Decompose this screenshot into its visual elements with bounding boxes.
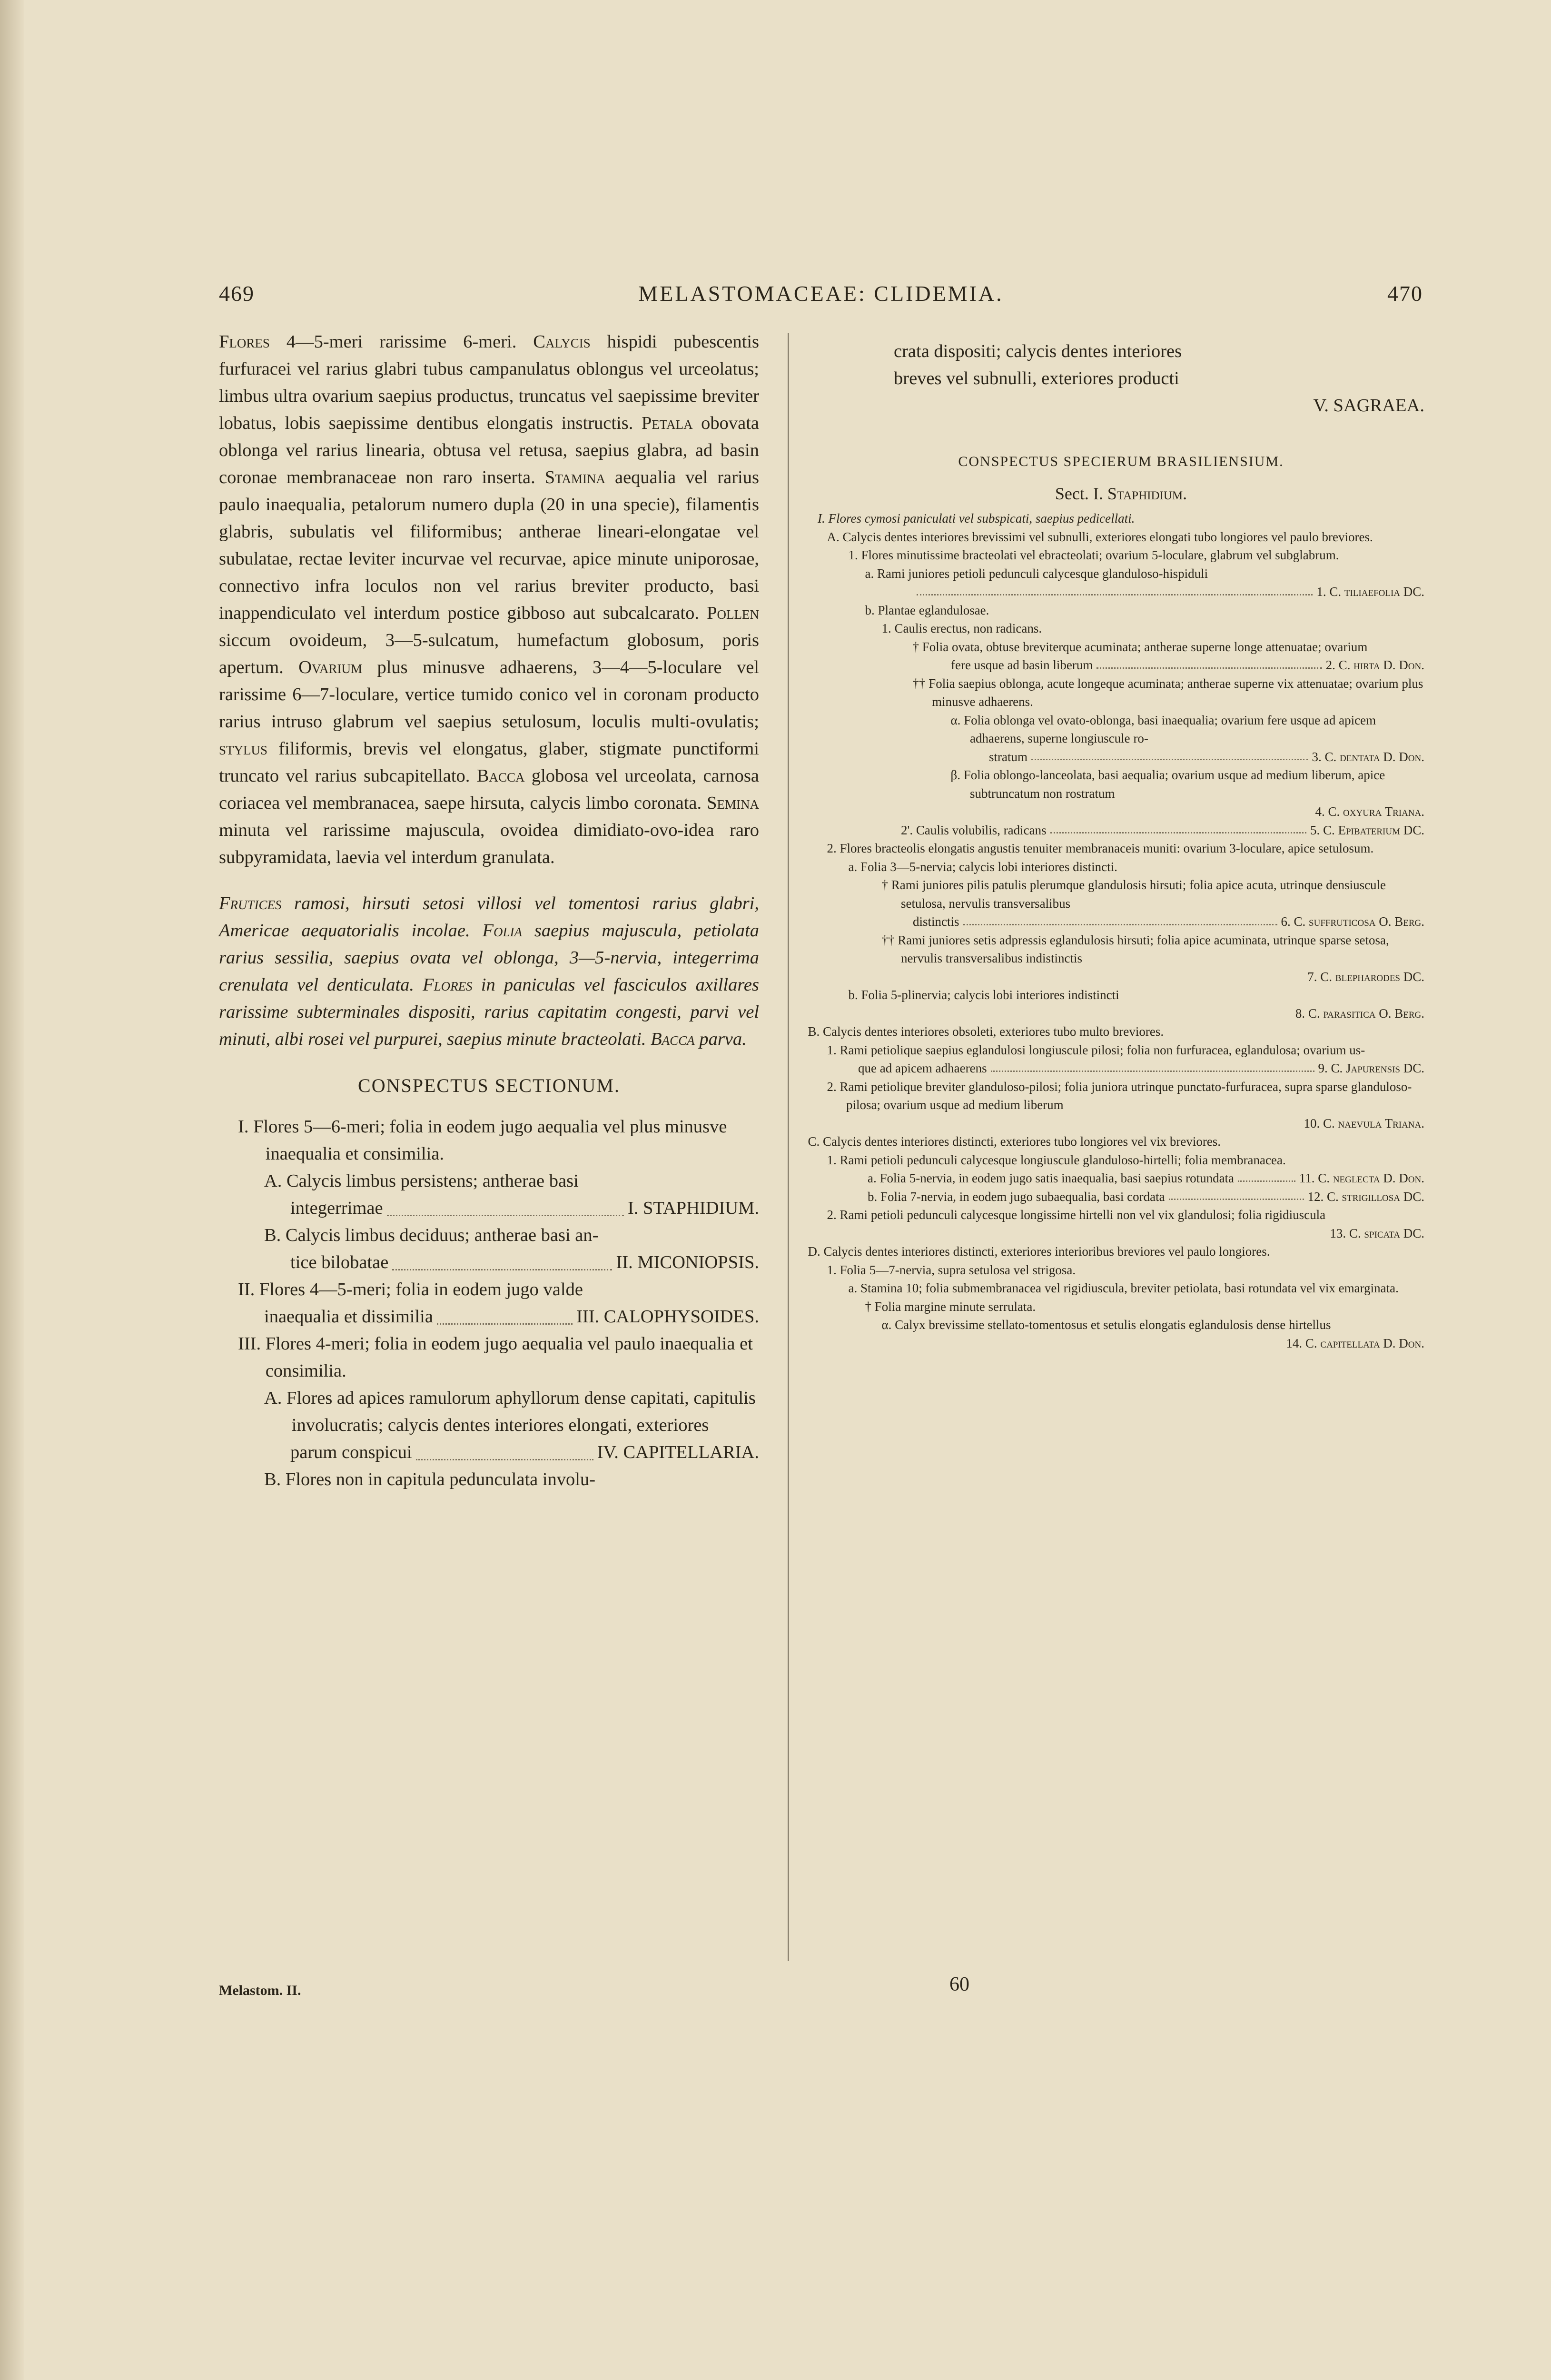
species-entry: stratum 3. C. dentata D. Don. xyxy=(989,749,1424,764)
species-entry: fere usque ad basin liberum 2. C. hirta D. Don. xyxy=(951,658,1424,672)
key-line: a. Stamina 10; folia submembranacea vel rigidiuscula, breviter petiolata, basi rotundata vel vix emarginata. xyxy=(848,1281,1399,1295)
key-line: I. Flores cymosi paniculati vel subspicati, saepius pedicellati. xyxy=(818,511,1135,526)
species-key xyxy=(808,509,1424,1352)
key-line: 1. Rami petiolique saepius eglandulosi longiuscule pilosi; folia non furfuracea, eglandulosa; ovarium us- xyxy=(827,1042,1365,1057)
key-line: b. Plantae eglandulosae. xyxy=(865,603,989,617)
conspectus-specierum-heading: CONSPECTUS SPECIERUM BRASILIENSIUM. xyxy=(958,454,1284,469)
key-line: C. Calycis dentes interiores distincti, exteriores tubo longiores vel vix breviores. xyxy=(808,1134,1221,1149)
key-line: 2. Rami petiolique breviter glanduloso-pilosi; folia juniora utrinque punctato-furfuracea, supra sparse glanduloso-pilosa; ovarium usque ad medium liberum xyxy=(827,1079,1412,1112)
section-heading: Sect. I. Staphidium. xyxy=(1055,484,1187,503)
key-line: 1. Caulis erectus, non radicans. xyxy=(881,621,1042,635)
key-I-B: B. Calycis limbus deciduus; antherae basi an- xyxy=(264,1225,599,1245)
species-entry: b. Folia 7-nervia, in eodem jugo subaequalia, basi cordata 12. C. strigillosa DC. xyxy=(868,1189,1424,1204)
key-III: III. Flores 4-meri; folia in eodem jugo aequalia vel paulo inaequalia et consimilia. xyxy=(238,1334,753,1381)
key-line: † Rami juniores pilis patulis plerumque glandulosis hirsuti; folia apice acuta, utrinque densiuscule setulosa, nervulis transversalibus xyxy=(881,878,1386,911)
key-III-A: A. Flores ad apices ramulorum aphyllorum dense capitati, capitulis involucratis; calycis dentes interiores elongati, exteriores xyxy=(264,1388,756,1435)
key-I: I. Flores 5—6-meri; folia in eodem jugo aequalia vel plus minusve inaequalia et consimilia. xyxy=(238,1117,727,1164)
key-III-A-result: parum conspicui IV. CAPITELLARIA. xyxy=(290,1442,759,1462)
key-line: 1. Rami petioli pedunculi calycesque longiuscule glanduloso-hirtelli; folia membranacea. xyxy=(827,1152,1286,1167)
genus-description: Flores 4—5-meri rarissime 6-meri. Calycis hispidi pubescentis furfuracei vel rarius glabri tubus campanulatus oblongus vel urceolatus; limbus ultra ovarium saepius productus, truncatus vel saepissime breviter lobatus, lobis saepissime dentibus elongatis instructis. Petala obovata oblonga vel rarius linearia, obtusa vel retusa, saepius glabra, ad basin coronae membranaceae non raro inserta. Stamina aequalia vel rarius paulo inaequalia, petalorum numero dupla (20 in una specie), filamentis glabris, subulatis vel filiformibus; antherae lineari-elongatae vel subulatae, rectae leviter incurvae vel recurvae, apice minute uniporosae, connectivo infra loculos non vel rarius breviter producto, basi inappendiculato vel interdum postice gibboso aut subcalcarato. Pollen siccum ovoideum, 3—5-sulcatum, humefactum globosum, poris apertum. Ovarium plus minusve adhaerens, 3—4—5-loculare vel rarissime 6—7-loculare, vertice tumido conico vel in coronam producto rarius intruso glabrum vel saepius setulosum, loculis multi-ovulatis; stylus filiformis, brevis vel elongatus, glaber, stigmate punctiformi truncato vel rarius subcapitellato. Bacca globosa vel urceolata, carnosa coriacea vel membranacea, saepe hirsuta, calycis limbo coronata. Semina minuta vel rarissime majuscula, ovoidea dimidiato-ovo-idea raro subpyramidata, laevia vel interdum granulata. xyxy=(219,332,760,867)
key-I-A-result: integerrimae I. STAPHIDIUM. xyxy=(290,1198,759,1218)
key-line: β. Folia oblongo-lanceolata, basi aequalia; ovarium usque ad medium liberum, apice subtruncatum non rostratum xyxy=(950,768,1385,801)
page-number-right: 470 xyxy=(1387,281,1423,306)
running-title: MELASTOMACEAE: CLIDEMIA. xyxy=(638,281,1004,306)
species-name: 4. C. oxyura Triana. xyxy=(1315,804,1424,819)
section-key xyxy=(219,1113,759,1493)
signature-mark: Melastom. II. xyxy=(219,1983,301,1998)
left-column xyxy=(219,328,759,1493)
species-entry: que ad apicem adhaerens 9. C. Japurensis DC. xyxy=(858,1061,1424,1075)
right-column xyxy=(808,338,1424,1352)
key-line: α. Folia oblonga vel ovato-oblonga, basi inaequalia; ovarium fere usque ad apicem adhaerens, superne longiuscule ro- xyxy=(950,713,1376,745)
running-header xyxy=(219,281,1423,314)
key-I-A: A. Calycis limbus persistens; antherae basi xyxy=(264,1171,579,1191)
species-name: 8. C. parasitica O. Berg. xyxy=(1295,1006,1424,1021)
continued-key: crata dispositi; calycis dentes interiores breves vel subnulli, exteriores producti V. SAGRAEA. xyxy=(894,341,1424,416)
key-line: † Folia margine minute serrulata. xyxy=(865,1299,1036,1314)
key-I-B-result: tice bilobatae II. MICONIOPSIS. xyxy=(290,1252,759,1272)
key-line: † Folia ovata, obtuse breviterque acuminata; antherae superne longe attenuatae; ovarium xyxy=(912,639,1368,654)
species-entry: 1. C. tiliaefolia DC. xyxy=(818,583,1424,601)
key-line: D. Calycis dentes interiores distincti, exteriores interioribus breviores vel paulo longiores. xyxy=(808,1244,1270,1259)
key-line: 1. Flores minutissime bracteolati vel ebracteolati; ovarium 5-loculare, glabrum vel subglabrum. xyxy=(848,548,1339,562)
key-III-B: B. Flores non in capitula pedunculata involu- xyxy=(264,1469,596,1489)
binding-shadow xyxy=(0,0,24,2380)
species-name: 10. C. naevula Triana. xyxy=(1304,1116,1424,1130)
key-line: 1. Folia 5—7-nervia, supra setulosa vel strigosa. xyxy=(827,1262,1076,1277)
key-line: a. Rami juniores petioli pedunculi calycesque glanduloso-hispiduli xyxy=(865,566,1208,581)
key-line: 2. Rami petioli pedunculi calycesque longissime hirtelli non vel vix glandulosi; folia rigidiuscula xyxy=(827,1208,1326,1222)
conspectus-sectionum-heading: CONSPECTUS SECTIONUM. xyxy=(358,1075,620,1096)
key-line: A. Calycis dentes interiores brevissimi vel subnulli, exteriores elongati tubo longiores vel paulo breviores. xyxy=(827,529,1373,544)
species-name: 13. C. spicata DC. xyxy=(1330,1226,1424,1240)
key-line: α. Calyx brevissime stellato-tomentosus et setulis elongatis eglandulosis dense hirtellus xyxy=(881,1318,1331,1332)
key-line: a. Folia 3—5-nervia; calycis lobi interiores distincti. xyxy=(848,859,1117,874)
key-line: b. Folia 5-plinervia; calycis lobi interiores indistincti xyxy=(848,988,1119,1002)
habit-paragraph: Frutices ramosi, hirsuti setosi villosi vel tomentosi rarius glabri, Americae aequatorialis incolae. Folia saepius majuscula, petiolata rarius sessilia, saepius ovata vel oblonga, 3—5-nervia, integerrima crenulata vel denticulata. Flores in paniculas vel fasciculos axillares rarissime subterminales dispositi, rarius capitatim congesti, parvi vel minuti, albi rosei vel purpurei, saepius minute bracteolati. Bacca parva. xyxy=(219,893,759,1049)
page-number-left: 469 xyxy=(219,281,255,306)
column-divider xyxy=(788,333,789,1961)
species-name: 7. C. blepharodes DC. xyxy=(1307,969,1424,984)
key-II-result: inaequalia et dissimilia III. CALOPHYSOIDES. xyxy=(264,1307,759,1327)
species-entry: a. Folia 5-nervia, in eodem jugo satis inaequalia, basi saepius rotundata 11. C. neglecta D. Don. xyxy=(868,1171,1424,1185)
key-line: B. Calycis dentes interiores obsoleti, exteriores tubo multo breviores. xyxy=(808,1024,1164,1039)
species-entry: distinctis 6. C. suffruticosa O. Berg. xyxy=(913,914,1424,929)
species-entry: 2'. Caulis volubilis, radicans 5. C. Epibaterium DC. xyxy=(901,823,1424,837)
key-line: †† Folia saepius oblonga, acute longeque acuminata; antherae superne vix attenuatae; ovarium plus minusve adhaerens. xyxy=(912,676,1423,709)
key-II: II. Flores 4—5-meri; folia in eodem jugo valde xyxy=(238,1279,583,1299)
key-line: †† Rami juniores setis adpressis eglandulosis hirsuti; folia apice acuminata, utrinque sparse setosa, nervulis transversalibus indistinctis xyxy=(881,932,1389,965)
species-name: 14. C. capitellata D. Don. xyxy=(1286,1336,1424,1350)
key-line: 2. Flores bracteolis elongatis angustis tenuiter membranaceis muniti: ovarium 3-loculare, apice setulosum. xyxy=(827,841,1374,855)
sheet-number: 60 xyxy=(949,1973,969,1995)
